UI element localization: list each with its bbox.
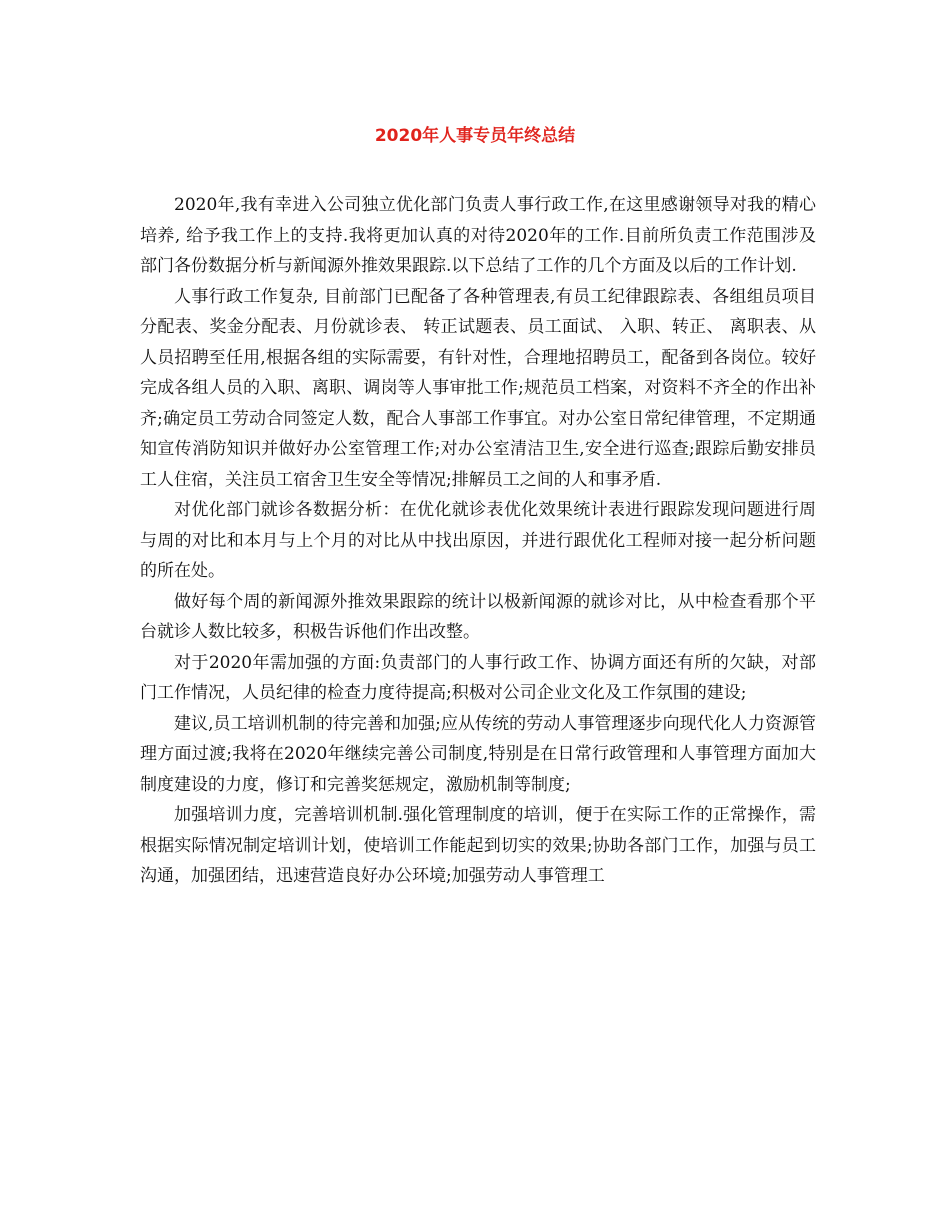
paragraph-1: 2020年,我有幸进入公司独立优化部门负责人事行政工作,在这里感谢领导对我的精心培养, 给予我工作上的支持.我将更加认真的对待2020年的工作.目前所负责工作范围涉及部门各份数据分析与新闻源外推效果跟踪.以下总结了工作的几个方面及以后的工作计划. xyxy=(140,195,816,276)
paragraph-7: 加强培训力度，完善培训机制.强化管理制度的培训，便于在实际工作的正常操作，需根据实际情况制定培训计划，使培训工作能起到切实的效果;协助各部门工作，加强与员工沟通，加强团结，迅速营造良好办公环境;加强劳动人事管理工 xyxy=(140,805,816,886)
paragraph-2: 人事行政工作复杂, 目前部门已配备了各种管理表,有员工纪律跟踪表、各组组员项目分配表、奖金分配表、月份就诊表、 转正试题表、员工面试、 入职、转正、 离职表、从人员招聘至任用,根据各组的实际需要，有针对性，合理地招聘员工，配备到各岗位。较好完成各组人员的入职、离职、调岗等人事审批工作;规范员工档案，对资料不齐全的作出补齐;确定员工劳动合同签定人数，配合人事部工作事宜。对办公室日常纪律管理，不定期通知宣传消防知识并做好办公室管理工作;对办公室清洁卫生,安全进行巡查;跟踪后勤安排员工人住宿，关注员工宿舍卫生安全等情况;排解员工之间的人和事矛盾. xyxy=(140,286,816,490)
paragraph-5: 对于2020年需加强的方面:负责部门的人事行政工作、协调方面还有所的欠缺，对部门工作情况，人员纪律的检查力度待提高;积极对公司企业文化及工作氛围的建设; xyxy=(140,652,816,703)
paragraph-6: 建议,员工培训机制的待完善和加强;应从传统的劳动人事管理逐步向现代化人力资源管理方面过渡;我将在2020年继续完善公司制度,特别是在日常行政管理和人事管理方面加大制度建设的力度，修订和完善奖惩规定，激励机制等制度; xyxy=(140,713,816,795)
document-title: 2020年人事专员年终总结 xyxy=(374,126,576,146)
document-body xyxy=(140,190,816,892)
paragraph-3: 对优化部门就诊各数据分析：在优化就诊表优化效果统计表进行跟踪发现问题进行周与周的对比和本月与上个月的对比从中找出原因，并进行跟优化工程师对接一起分析问题的所在处。 xyxy=(140,500,816,581)
paragraph-4: 做好每个周的新闻源外推效果跟踪的统计以极新闻源的就诊对比，从中检查看那个平台就诊人数比较多，积极告诉他们作出改整。 xyxy=(140,591,816,642)
